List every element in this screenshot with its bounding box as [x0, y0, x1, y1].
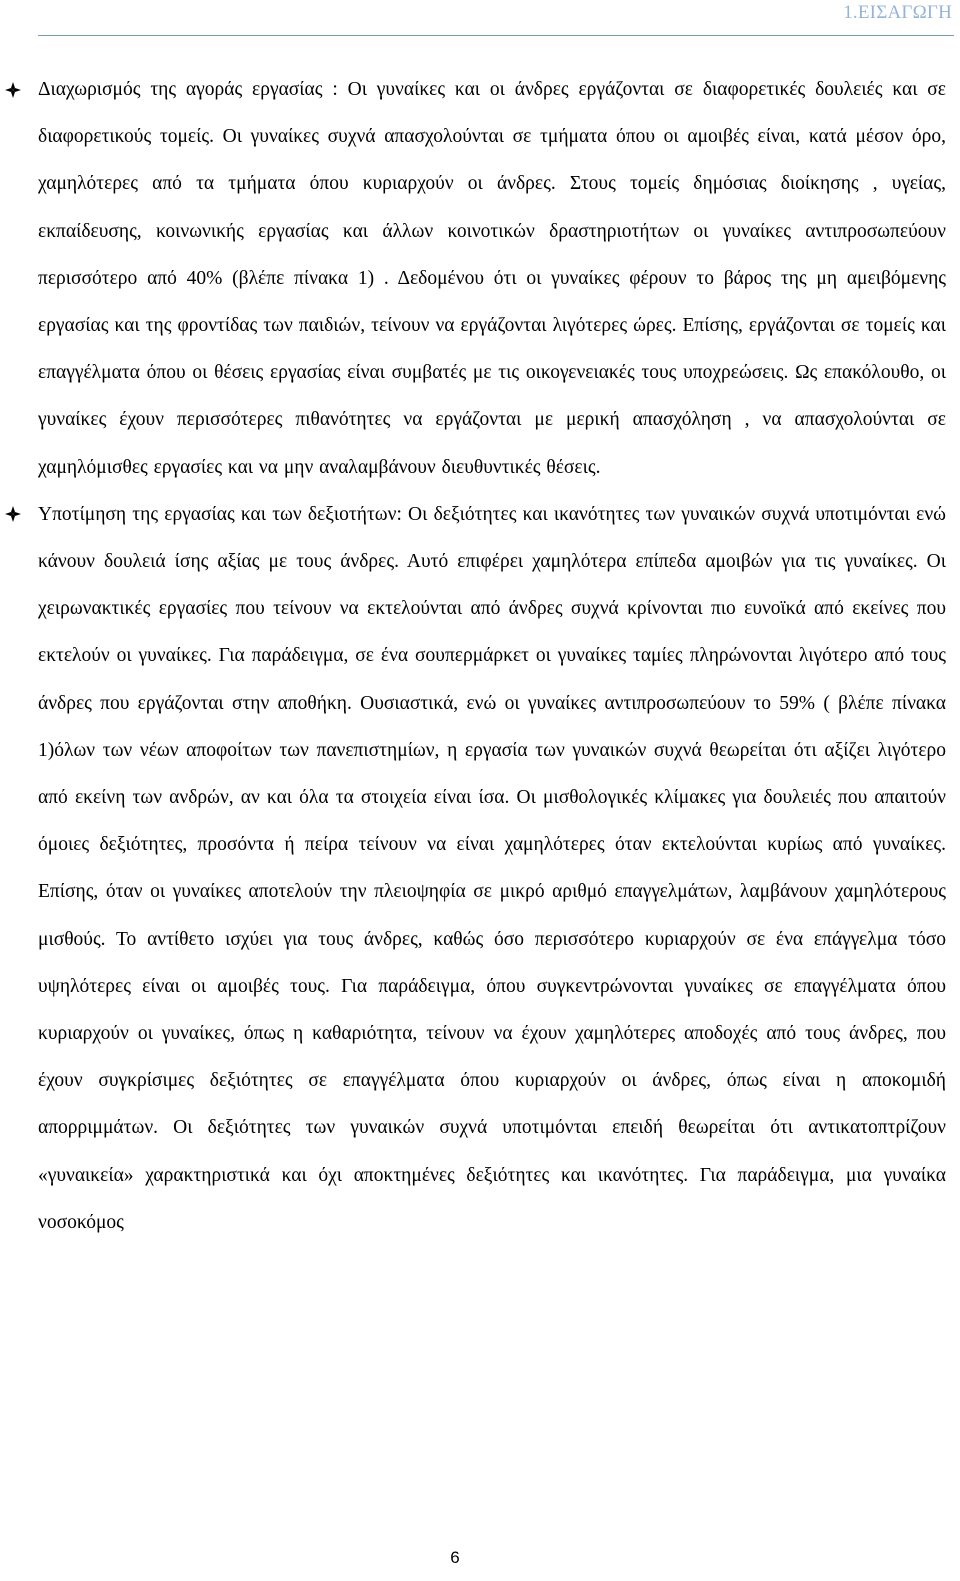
header-divider: [38, 35, 954, 36]
diamond-bullet-icon: [2, 491, 24, 538]
paragraph-text: Διαχωρισμός της αγοράς εργασίας : Οι γυναίκες και οι άνδρες εργάζονται σε διαφορετικές δουλειές και σε διαφορετικούς τομείς. Οι γυναίκες συχνά απασχολούνται σε τμήματα όπου οι αμοιβές είναι, κατά μέσον όρο, χαμηλότερες από τα τμήματα όπου κυριαρχούν οι άνδρες. Στους τομείς δημόσιας διοίκησης , υγείας, εκπαίδευσης, κοινωνικής εργασίας και άλλων κοινοτικών δραστηριοτήτων οι γυναίκες αντιπροσωπεύουν περισσότερο από 40% (βλέπε πίνακα 1) . Δεδομένου ότι οι γυναίκες φέρουν το βάρος της μη αμειβόμενης εργασίας και της φροντίδας των παιδιών, τείνουν να εργάζονται λιγότερες ώρες. Επίσης, εργάζονται σε τομείς και επαγγέλματα όπου οι θέσεις εργασίας είναι συμβατές με τις οικογενειακές τους υποχρεώσεις. Ως επακόλουθο, οι γυναίκες έχουν περισσότερες πιθανότητες να εργάζονται με μερική απασχόληση , να απασχολούνται σε χαμηλόμισθες εργασίες και να μην αναλαμβάνουν διευθυντικές θέσεις.: [38, 79, 946, 478]
diamond-bullet-icon: [2, 66, 24, 113]
section-header: 1.ΕΙΣΑΓΩΓΗ: [843, 2, 952, 23]
bullet-paragraph-1: [38, 66, 946, 491]
paragraph-text: Υποτίμηση της εργασίας και των δεξιοτήτων: Οι δεξιότητες και ικανότητες των γυναικών συχνά υποτιμόνται ενώ κάνουν δουλειά ίσης αξίας με τους άνδρες. Αυτό επιφέρει χαμηλότερα επίπεδα αμοιβών για τις γυναίκες. Οι χειρωνακτικές εργασίες που τείνουν να εκτελούνται από άνδρες συχνά κρίνονται πιο ευνοϊκά από εκείνες που εκτελούν οι γυναίκες. Για παράδειγμα, σε ένα σουπερμάρκετ οι γυναίκες ταμίες πληρώνονται λιγότερο από τους άνδρες που εργάζονται στην αποθήκη. Ουσιαστικά, ενώ οι γυναίκες αντιπροσωπεύουν το 59% ( βλέπε πίνακα 1)όλων των νέων αποφοίτων των πανεπιστημίων, η εργασία των γυναικών συχνά θεωρείται ότι αξίζει λιγότερο από εκείνη των ανδρών, αν και όλα τα στοιχεία είναι ίσα. Οι μισθολογικές κλίμακες για δουλειές που απαιτούν όμοιες δεξιότητες, προσόντα ή πείρα τείνουν να είναι χαμηλότερες όταν εκτελούνται κυρίως από γυναίκες. Επίσης, όταν οι γυναίκες αποτελούν την πλειοψηφία σε μικρό αριθμό επαγγελμάτων, λαμβάνουν χαμηλότερους μισθούς. Το αντίθετο ισχύει για τους άνδρες, καθώς όσο περισσότερο κυριαρχούν σε ένα επάγγελμα τόσο υψηλότερες είναι οι αμοιβές τους. Για παράδειγμα, όπου συγκεντρώνονται γυναίκες σε επαγγέλματα όπου κυριαρχούν οι γυναίκες, όπως η καθαριότητα, τείνουν να έχουν χαμηλότερες αποδοχές από τους άνδρες, που έχουν συγκρίσιμες δεξιότητες σε επαγγέλματα όπου κυριαρχούν οι άνδρες, όπως είναι η αποκομιδή απορριμμάτων. Οι δεξιότητες των γυναικών συχνά υποτιμόνται επειδή θεωρείται ότι αντικατοπτρίζουν «γυναικεία» χαρακτηριστικά και όχι αποκτημένες δεξιότητες και ικανότητες. Για παράδειγμα, μια γυναίκα νοσοκόμος: [38, 503, 946, 1233]
document-body: [38, 66, 946, 1246]
bullet-paragraph-2: [38, 491, 946, 1246]
page-number: 6: [450, 1548, 460, 1567]
